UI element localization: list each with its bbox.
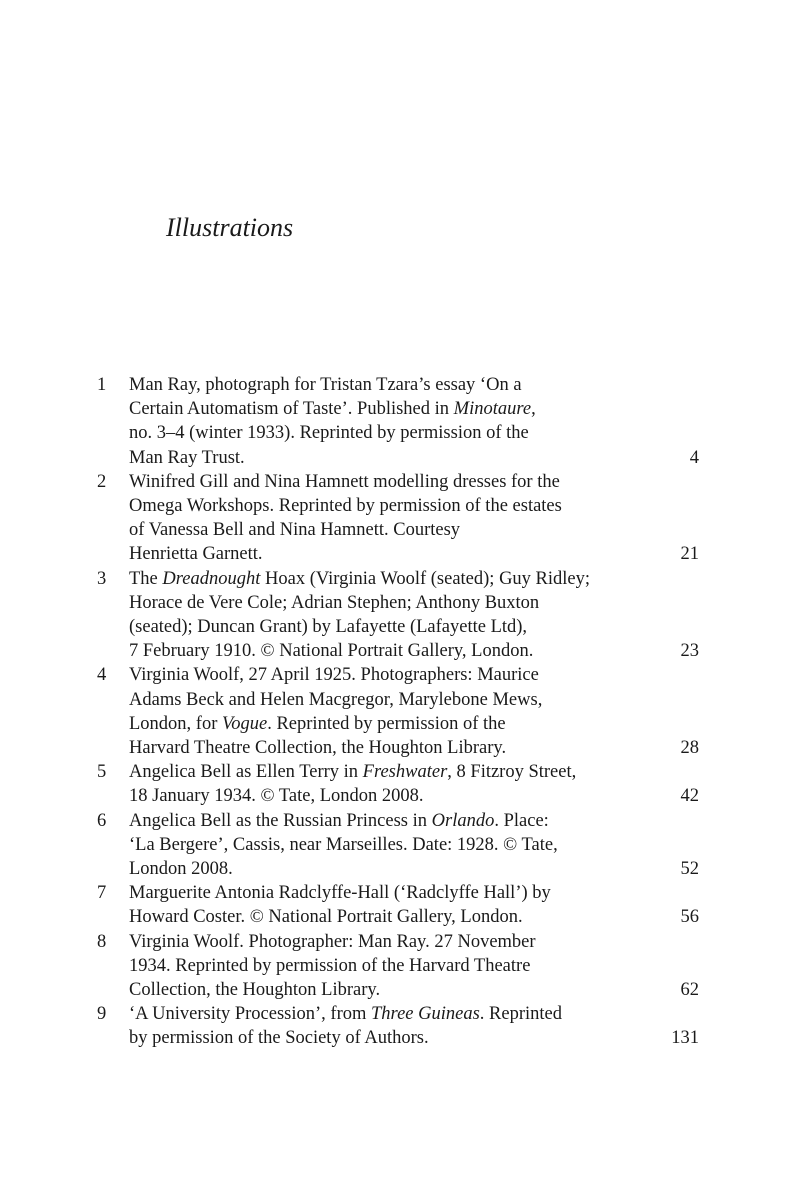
list-item — [97, 470, 699, 567]
entry-page-number: 131 — [671, 1028, 699, 1049]
entry-caption-line: 1934. Reprinted by permission of the Harvard Theatre — [129, 955, 531, 976]
entry-number: 4 — [97, 665, 107, 686]
list-item — [97, 760, 699, 808]
entry-page-number: 52 — [680, 859, 699, 880]
entry-page-number: 21 — [680, 544, 699, 565]
entry-caption-line: Winifred Gill and Nina Hamnett modelling dresses for the — [129, 471, 560, 492]
entry-caption-line: Howard Coster. © National Portrait Gallery, London. 56 — [129, 905, 699, 929]
entry-page-number: 23 — [680, 641, 699, 662]
entry-caption-line: 18 January 1934. © Tate, London 2008. 42 — [129, 784, 699, 808]
entry-caption-line: by permission of the Society of Authors. 131 — [129, 1026, 699, 1050]
entry-number: 2 — [97, 471, 107, 492]
entry-caption-line: Henrietta Garnett. 21 — [129, 542, 699, 566]
entry-caption-line: of Vanessa Bell and Nina Hamnett. Courtesy — [129, 520, 461, 541]
list-item — [97, 567, 699, 664]
entry-caption-line: Harvard Theatre Collection, the Houghton Library. 28 — [129, 736, 699, 760]
page-title: Illustrations — [166, 213, 294, 242]
illustrations-list — [97, 373, 699, 1051]
entry-page-number: 62 — [680, 980, 699, 1001]
list-item — [97, 1002, 699, 1050]
entry-caption-line: (seated); Duncan Grant) by Lafayette (Lafayette Ltd), — [129, 617, 528, 638]
entry-caption-line: Man Ray Trust. 4 — [129, 446, 699, 470]
entry-number: 6 — [97, 810, 107, 831]
entry-number: 1 — [97, 375, 107, 395]
list-item — [97, 373, 699, 470]
entry-caption-line: The Dreadnought Hoax (Virginia Woolf (seated); Guy Ridley; — [129, 568, 591, 589]
entry-caption-line: Angelica Bell as the Russian Princess in Orlando. Place: — [129, 810, 549, 831]
entry-caption-line: Virginia Woolf, 27 April 1925. Photographers: Maurice — [129, 665, 539, 686]
entry-caption-line: London 2008. 52 — [129, 857, 699, 881]
entry-caption-line: Certain Automatism of Taste’. Published in Minotaure, — [129, 399, 536, 420]
entry-caption-line: Horace de Vere Cole; Adrian Stephen; Anthony Buxton — [129, 592, 540, 613]
entry-caption-line: Angelica Bell as Ellen Terry in Freshwater, 8 Fitzroy Street, — [129, 762, 577, 783]
entry-number: 3 — [97, 568, 107, 589]
entry-page-number: 4 — [689, 447, 699, 468]
list-item — [97, 881, 699, 929]
entry-caption-line: no. 3–4 (winter 1933). Reprinted by permission of the — [129, 423, 529, 444]
entry-page-number: 28 — [680, 738, 699, 759]
entry-caption-line: Virginia Woolf. Photographer: Man Ray. 27 November — [129, 931, 536, 952]
list-item — [97, 930, 699, 1003]
entry-page-number: 42 — [680, 786, 699, 807]
entry-number: 9 — [97, 1004, 107, 1025]
list-item — [97, 809, 699, 882]
entry-caption-line: 7 February 1910. © National Portrait Gallery, London. 23 — [129, 639, 699, 663]
entry-caption-line: Adams Beck and Helen Macgregor, Marylebone Mews, — [129, 689, 543, 710]
entry-caption-line: Marguerite Antonia Radclyffe-Hall (‘Radclyffe Hall’) by — [129, 883, 551, 904]
entry-caption-line: Collection, the Houghton Library. 62 — [129, 978, 699, 1002]
entry-caption-line: Man Ray, photograph for Tristan Tzara’s essay ‘On a — [129, 375, 522, 395]
entry-caption-line: London, for Vogue. Reprinted by permission of the — [129, 713, 506, 734]
list-item — [97, 663, 699, 760]
entry-number: 7 — [97, 883, 107, 904]
entry-caption-line: ‘La Bergere’, Cassis, near Marseilles. Date: 1928. © Tate, — [129, 834, 558, 855]
entry-page-number: 56 — [680, 907, 699, 928]
entry-caption-line: ‘A University Procession’, from Three Guineas. Reprinted — [129, 1004, 562, 1025]
entry-caption-line: Omega Workshops. Reprinted by permission of the estates — [129, 496, 562, 517]
entry-number: 5 — [97, 762, 107, 783]
entry-number: 8 — [97, 931, 107, 952]
